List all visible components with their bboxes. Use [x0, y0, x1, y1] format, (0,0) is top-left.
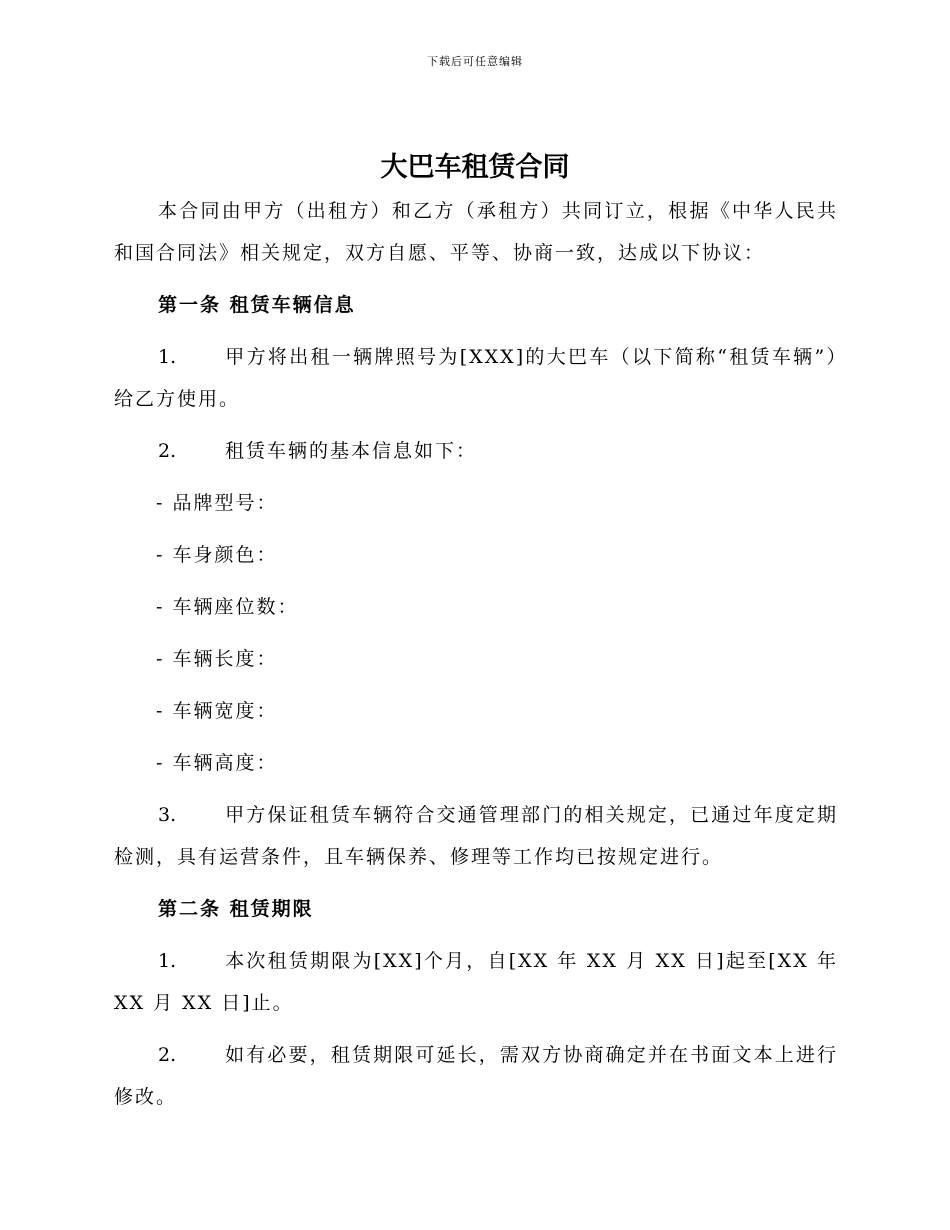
item-text: 如有必要，租赁期限可延长，需双方协商确定并在书面文本上进行修改。 — [114, 1044, 838, 1108]
contract-body — [114, 190, 838, 1128]
item-number: 1. — [158, 950, 177, 972]
page-header: 下载后可任意编辑 — [427, 55, 523, 68]
item-text: 甲方将出租一辆牌照号为[XXX]的大巴车（以下简称“租赁车辆”）给乙方使用。 — [114, 346, 838, 410]
item-text: 甲方保证租赁车辆符合交通管理部门的相关规定，已通过年度定期检测，具有运营条件，且车辆保养、修理等工作均已按规定进行。 — [114, 804, 838, 868]
vehicle-info-color: - 车身颜色： — [156, 544, 278, 566]
item-number: 3. — [158, 804, 177, 826]
item-text: 租赁车辆的基本信息如下： — [225, 440, 478, 462]
vehicle-info-height: - 车辆高度： — [156, 752, 278, 774]
article1-item2 — [114, 430, 838, 472]
vehicle-info-seats: - 车辆座位数： — [156, 596, 299, 618]
article2-item2 — [114, 1034, 838, 1118]
article2-item1 — [114, 940, 838, 1024]
vehicle-info-brand: - 品牌型号： — [156, 492, 278, 514]
vehicle-info-width: - 车辆宽度： — [156, 700, 278, 722]
vehicle-info-length: - 车辆长度： — [156, 648, 278, 670]
article2-heading: 第二条 租赁期限 — [158, 898, 314, 920]
article1-heading: 第一条 租赁车辆信息 — [158, 294, 356, 316]
intro-paragraph: 本合同由甲方（出租方）和乙方（承租方）共同订立，根据《中华人民共和国合同法》相关规定，双方自愿、平等、协商一致，达成以下协议： — [114, 200, 838, 264]
item-number: 2. — [158, 1044, 177, 1066]
article1-item1 — [114, 336, 838, 420]
article1-item3 — [114, 794, 838, 878]
item-text: 本次租赁期限为[XX]个月，自[XX 年 XX 月 XX 日]起至[XX 年 XX 月 XX 日]止。 — [114, 950, 838, 1014]
item-number: 2. — [158, 440, 177, 462]
item-number: 1. — [158, 346, 177, 368]
contract-title: 大巴车租赁合同 — [380, 152, 570, 183]
